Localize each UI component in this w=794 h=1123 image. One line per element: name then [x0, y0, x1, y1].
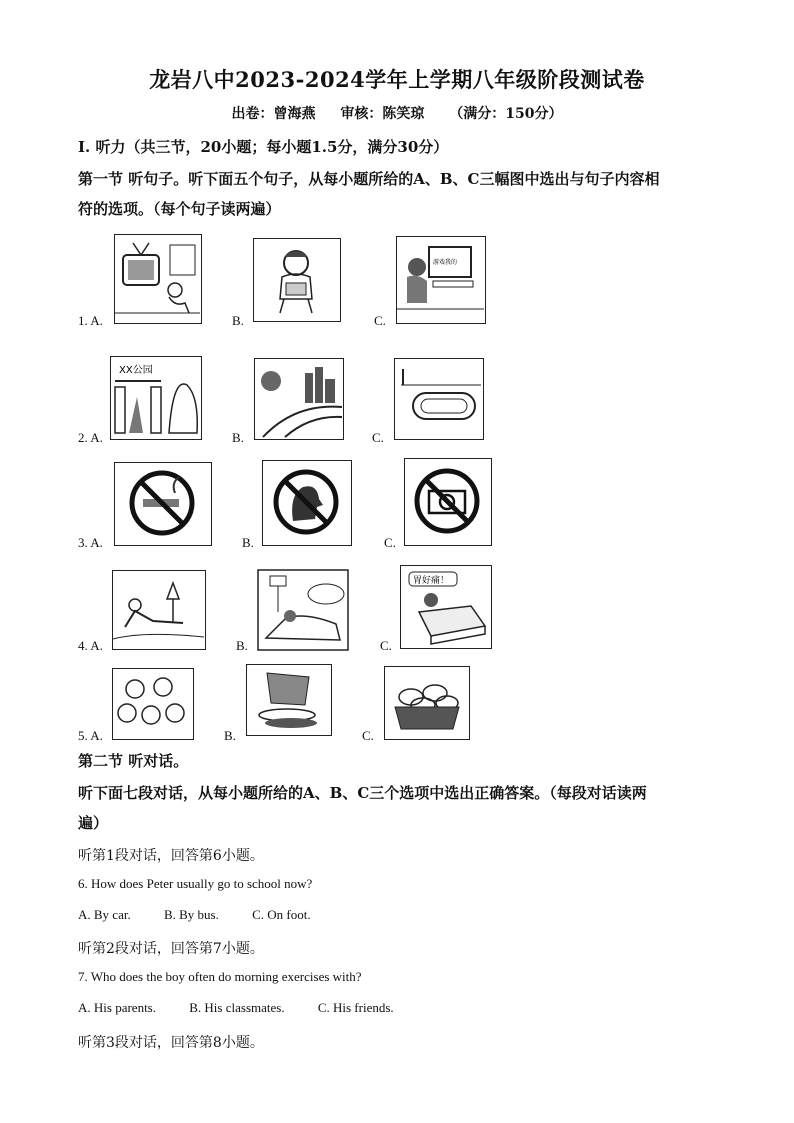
row-1-labels: 1. A. — [78, 313, 103, 328]
row-1-label-b: B. — [232, 313, 244, 328]
reviewer: 审核：陈笑琼 — [340, 106, 425, 122]
question-6-options — [78, 907, 341, 923]
svg-text:游戏我的: 游戏我的 — [433, 259, 458, 266]
picture-2a-park-gate — [110, 356, 202, 440]
row-4-label-b: B. — [236, 638, 248, 653]
row-2-label-b: B. — [232, 430, 244, 445]
row-5-label-c: C. — [362, 728, 374, 743]
picture-5b-snacks — [246, 664, 332, 736]
question-7-option-a[interactable]: A. His parents. — [78, 1000, 156, 1015]
dialogue-1-intro: 听第1段对话，回答第6小题。 — [78, 848, 264, 864]
svg-text:胃好痛！: 胃好痛！ — [413, 576, 450, 586]
row-4-labels: 4. A. — [78, 638, 103, 653]
row-1-label-c: C. — [374, 313, 386, 328]
picture-1b-reading-boy — [253, 238, 341, 322]
subtitle — [0, 103, 794, 123]
picture-3b-no-talking-sign — [262, 460, 352, 546]
row-2-labels: 2. A. — [78, 430, 103, 445]
section-heading: I. 听力（共三节，20小题；每小题1.5分，满分30分） — [78, 138, 449, 156]
row-3-label-b: B. — [242, 535, 254, 550]
picture-4c-stomach-ache — [400, 565, 492, 649]
picture-1c-computer — [396, 236, 486, 324]
question-6: 6. How does Peter usually go to school now? — [78, 876, 313, 891]
dialogue-3-intro: 听第3段对话，回答第8小题。 — [78, 1035, 264, 1051]
picture-4b-hospital-bed — [256, 568, 350, 652]
question-7-option-c[interactable]: C. His friends. — [317, 1000, 394, 1015]
picture-1a-tv — [114, 234, 202, 324]
row-5-label-b: B. — [224, 728, 236, 743]
row-5-labels: 5. A. — [78, 728, 103, 743]
question-6-option-a[interactable]: A. By car. — [78, 907, 131, 922]
dialogue-2-intro: 听第2段对话，回答第7小题。 — [78, 941, 264, 957]
row-4-label-c: C. — [380, 638, 392, 653]
question-7: 7. Who does the boy often do morning exercises with? — [78, 969, 362, 984]
question-7-option-b[interactable]: B. His classmates. — [189, 1000, 285, 1015]
question-7-options — [78, 1000, 424, 1016]
full-score: （满分：150分） — [449, 106, 563, 122]
part2-heading: 第二节 听对话。 — [78, 752, 189, 770]
svg-text:XX公园: XX公园 — [119, 365, 153, 376]
part2-instruction-line2: 遍） — [78, 814, 109, 832]
question-6-option-c[interactable]: C. On foot. — [252, 907, 311, 922]
picture-5c-potatoes-basket — [384, 666, 470, 740]
question-6-option-b[interactable]: B. By bus. — [163, 907, 219, 922]
row-3-labels: 3. A. — [78, 535, 103, 550]
picture-5a-tomatoes — [112, 668, 194, 740]
author: 出卷：曾海燕 — [231, 106, 316, 122]
picture-2c-running-track — [394, 358, 484, 440]
picture-2b-road — [254, 358, 344, 440]
part1-instruction-line2: 符的选项。（每个句子读两遍） — [78, 200, 281, 218]
picture-4a-injured-person — [112, 570, 206, 650]
row-3-label-c: C. — [384, 535, 396, 550]
row-2-label-c: C. — [372, 430, 384, 445]
part1-instruction-line1: 第一节 听句子。听下面五个句子，从每小题所给的A、B、C三幅图中选出与句子内容相 — [78, 170, 660, 188]
picture-3c-no-photos-sign — [404, 458, 492, 546]
picture-3a-no-smoking-sign — [114, 462, 212, 546]
page-title: 龙岩八中2023-2024学年上学期八年级阶段测试卷 — [149, 67, 645, 92]
part2-instruction-line1: 听下面七段对话，从每小题所给的A、B、C三个选项中选出正确答案。（每段对话读两 — [78, 784, 647, 802]
